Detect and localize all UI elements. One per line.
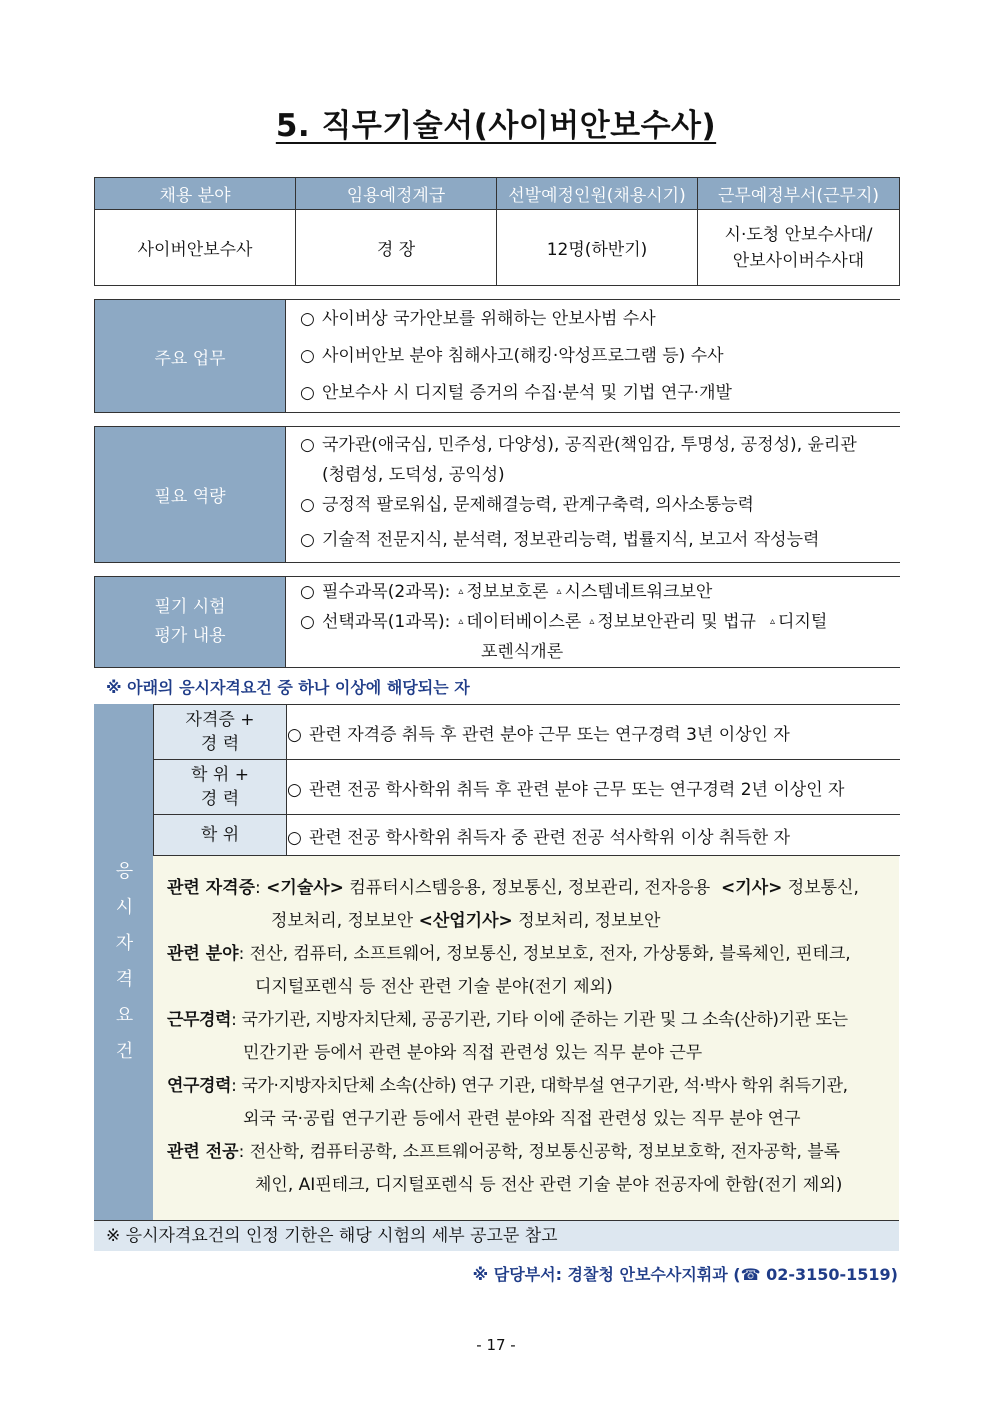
detail-field-cont: 디지털포렌식 등 전산 관련 기술 분야(전기 제외) xyxy=(255,977,613,997)
list-item: ○ 사이버상 국가안보를 위해하는 안보사범 수사 xyxy=(300,308,656,329)
req-text: ○ 관련 전공 학사학위 취득자 중 관련 전공 석사학위 이상 취득한 자 xyxy=(287,815,900,856)
req-label-degree-career: 학 위 + 경 력 xyxy=(154,760,287,815)
list-item: ○ 기술적 전문지식, 분석력, 정보관리능력, 법률지식, 보고서 작성능력 xyxy=(300,529,820,550)
detail-field: 관련 분야: 전산, 컴퓨터, 소프트웨어, 정보통신, 정보보호, 전자, 가상통화, 블록체인, 핀테크, xyxy=(167,944,851,964)
list-item: ○ 긍정적 팔로워십, 문제해결능력, 관계구축력, 의사소통능력 xyxy=(300,494,754,515)
requirements-side-label: 응 시 자 격 요 건 xyxy=(94,704,154,1220)
req-label-cert-career: 자격증 + 경 력 xyxy=(154,705,287,760)
req-text: ○ 관련 전공 학사학위 취득 후 관련 분야 근무 또는 연구경력 2년 이상인 자 xyxy=(287,760,900,815)
duties-list xyxy=(286,300,900,413)
detail-work-cont: 민간기관 등에서 관련 분야와 직접 관련성 있는 직무 분야 근무 xyxy=(243,1043,703,1063)
req-text: ○ 관련 자격증 취득 후 관련 분야 근무 또는 연구경력 3년 이상인 자 xyxy=(287,705,900,760)
detail-work: 근무경력: 국가기관, 지방자치단체, 공공기관, 기타 이에 준하는 기관 및 그 소속(산하)기관 또는 xyxy=(167,1010,848,1030)
header-department: 근무예정부서(근무지) xyxy=(698,178,900,210)
detail-cert-cont: 정보처리, 정보보안 <산업기사> 정보처리, 정보보안 xyxy=(271,911,661,931)
detail-research: 연구경력: 국가·지방자치단체 소속(산하) 연구 기관, 대학부설 연구기관, 석·박사 학위 취득기관, xyxy=(167,1076,848,1096)
contact-info: ※ 담당부서: 경찰청 안보수사지휘과 (☎ 02-3150-1519) xyxy=(472,1265,898,1284)
detail-research-cont: 외국 국·공립 연구기관 등에서 관련 분야와 직접 관련성 있는 직무 분야 연구 xyxy=(243,1109,801,1129)
header-rank: 임용예정계급 xyxy=(296,178,497,210)
page-title: 5. 직무기술서(사이버안보수사) xyxy=(275,108,717,144)
duties-label: 주요 업무 xyxy=(95,300,286,413)
competency-label: 필요 역량 xyxy=(95,427,286,563)
required-subjects: ○ 필수과목(2과목): ▵ 정보보호론 ▵ 시스템네트워크보안 xyxy=(300,582,713,602)
recruitment-summary-table xyxy=(94,177,900,286)
value-field: 사이버안보수사 xyxy=(95,210,296,286)
header-headcount: 선발예정인원(채용시기) xyxy=(497,178,698,210)
list-item-cont: (청렴성, 도덕성, 공익성) xyxy=(322,464,505,485)
detail-cert: 관련 자격증: <기술사> 컴퓨터시스템응용, 정보통신, 정보관리, 전자응용 <기사> 정보통신, xyxy=(167,878,859,898)
eligibility-notice: ※ 아래의 응시자격요건 중 하나 이상에 해당되는 자 xyxy=(106,678,470,697)
requirements-details xyxy=(153,855,899,1221)
competency-list xyxy=(286,427,900,563)
requirements-footnote: ※ 응시자격요건의 인정 기한은 해당 시험의 세부 공고문 참고 xyxy=(94,1220,899,1251)
detail-major: 관련 전공: 전산학, 컴퓨터공학, 소프트웨어공학, 정보통신공학, 정보보호학, 전자공학, 블록 xyxy=(167,1142,841,1162)
page-number: - 17 - xyxy=(476,1336,516,1354)
req-label-degree: 학 위 xyxy=(154,815,287,856)
exam-content xyxy=(286,577,900,668)
competency-table xyxy=(94,426,900,563)
value-department: 시·도청 안보수사대/ 안보사이버수사대 xyxy=(698,210,900,286)
exam-table xyxy=(94,576,900,668)
list-item: ○ 사이버안보 분야 침해사고(해킹·악성프로그램 등) 수사 xyxy=(300,345,724,366)
detail-major-cont: 체인, AI핀테크, 디지털포렌식 등 전산 관련 기술 분야 전공자에 한함(전기 제외) xyxy=(255,1175,843,1195)
requirements-table xyxy=(153,704,900,856)
exam-label: 필기 시험 평가 내용 xyxy=(95,577,286,668)
value-headcount: 12명(하반기) xyxy=(497,210,698,286)
duties-table xyxy=(94,299,900,413)
value-rank: 경 장 xyxy=(296,210,497,286)
list-item: ○ 국가관(애국심, 민주성, 다양성), 공직관(책임감, 투명성, 공정성), 윤리관 xyxy=(300,434,857,455)
elective-subjects-cont: 포렌식개론 xyxy=(481,642,564,662)
header-field: 채용 분야 xyxy=(95,178,296,210)
list-item: ○ 안보수사 시 디지털 증거의 수집·분석 및 기법 연구·개발 xyxy=(300,382,732,403)
elective-subjects: ○ 선택과목(1과목): ▵ 데이터베이스론 ▵ 정보보안관리 및 법규 ▵ 디지털 xyxy=(300,612,828,632)
